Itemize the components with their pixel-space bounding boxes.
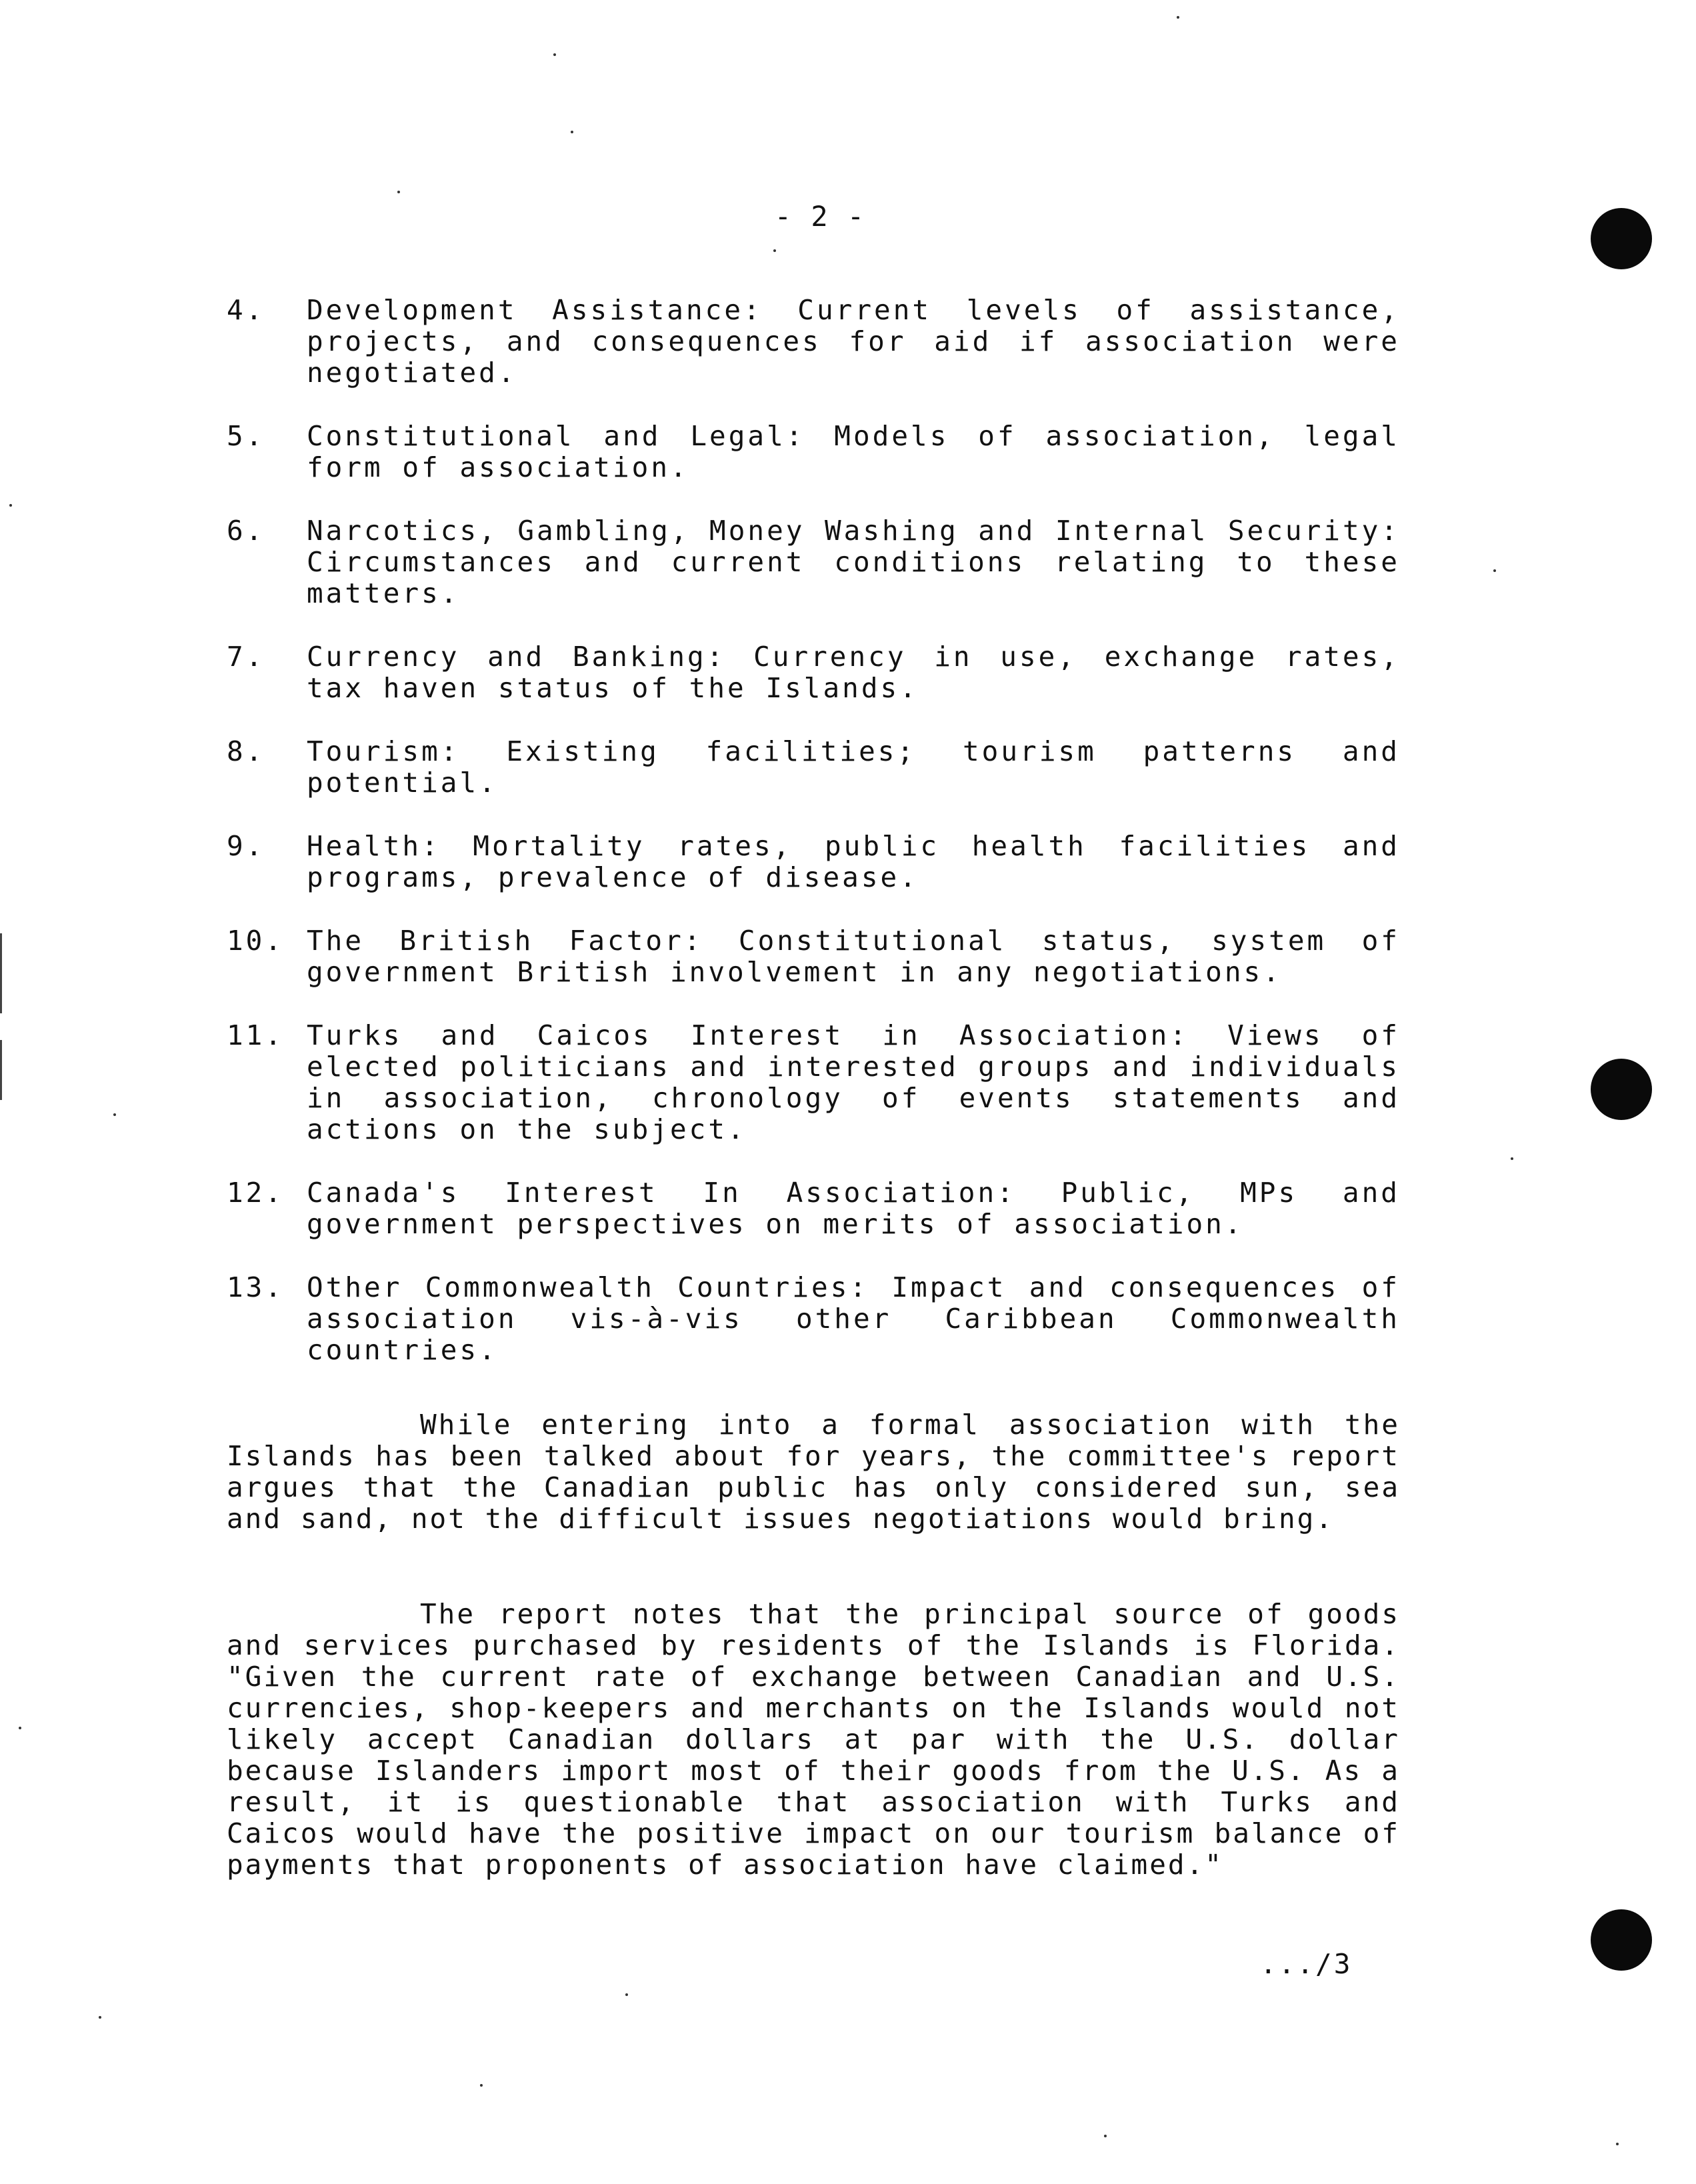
item-text: Constitutional and Legal: Models of association, legal form of association. <box>307 420 1400 483</box>
edge-mark <box>0 1040 2 1100</box>
speck <box>1177 16 1179 19</box>
body-paragraph-1: While entering into a formal association with the Islands has been talked about for years, the committee's report argues that the Canadian public has only considered sun, sea and sand, not the difficult issues negotiations would bring. <box>227 1409 1400 1535</box>
speck <box>553 53 556 56</box>
continuation-marker: .../3 <box>1260 1948 1353 1980</box>
list-item <box>227 736 1400 799</box>
list-item <box>227 641 1400 704</box>
page-number: - 2 - <box>774 200 866 233</box>
list-item <box>227 295 1400 389</box>
item-text: Development Assistance: Current levels of assistance, projects, and consequences for aid if association were negotiated. <box>307 294 1400 389</box>
item-text: Health: Mortality rates, public health facilities and programs, prevalence of disease. <box>307 830 1400 893</box>
speck <box>1493 569 1496 572</box>
item-number: 5. <box>227 420 265 452</box>
item-number: 13. <box>227 1271 285 1303</box>
speck <box>99 2016 101 2019</box>
item-text: Canada's Interest In Association: Public, MPs and government perspectives on merits of association. <box>307 1177 1400 1240</box>
speck <box>625 1993 628 1996</box>
item-number: 7. <box>227 641 265 673</box>
punch-hole-top <box>1591 208 1652 269</box>
item-text: Currency and Banking: Currency in use, exchange rates, tax haven status of the Islands. <box>307 641 1400 704</box>
item-number: 12. <box>227 1177 285 1209</box>
speck <box>1104 2135 1107 2137</box>
item-text: Tourism: Existing facilities; tourism patterns and potential. <box>307 735 1400 799</box>
speck <box>19 1727 21 1729</box>
list-item <box>227 925 1400 988</box>
list-item <box>227 1177 1400 1240</box>
item-number: 11. <box>227 1019 285 1051</box>
punch-hole-bottom <box>1591 1909 1652 1971</box>
item-number: 6. <box>227 515 265 547</box>
item-text: The British Factor: Constitutional status, system of government British involvement in any negotiations. <box>307 925 1400 988</box>
speck <box>1511 1157 1513 1160</box>
edge-mark <box>0 933 2 1013</box>
item-text: Turks and Caicos Interest in Association: Views of elected politicians and interested groups and individuals in association, chronology of events statements and actions on the subject. <box>307 1019 1400 1145</box>
speck <box>397 191 400 193</box>
list-item <box>227 1272 1400 1366</box>
speck <box>773 249 776 252</box>
speck <box>113 1113 116 1116</box>
topic-list <box>227 295 1400 1398</box>
list-item <box>227 1020 1400 1145</box>
speck <box>480 2084 483 2087</box>
body-paragraph-2: The report notes that the principal source of goods and services purchased by residents of the Islands is Florida. "Given the current rate of exchange between Canadian and U.S. currencies, shop-keepers and merchants on the Islands would not likely accept Canadian dollars at par with the U.S. dollar because Islanders import most of their goods from the U.S. As a result, it is questionable that association with Turks and Caicos would have the positive impact on our tourism balance of payments that proponents of association have claimed." <box>227 1598 1400 1881</box>
speck <box>571 131 573 133</box>
list-item <box>227 515 1400 609</box>
speck <box>1616 2143 1619 2145</box>
item-text: Other Commonwealth Countries: Impact and consequences of association vis-à-vis other Caribbean Commonwealth countries. <box>307 1271 1400 1366</box>
item-number: 8. <box>227 735 265 767</box>
item-number: 9. <box>227 830 265 862</box>
punch-hole-middle <box>1591 1059 1652 1120</box>
list-item <box>227 421 1400 483</box>
item-text: Narcotics, Gambling, Money Washing and Internal Security: Circumstances and current conditions relating to these matters. <box>307 515 1400 609</box>
item-number: 10. <box>227 925 285 957</box>
speck <box>9 504 12 507</box>
list-item <box>227 831 1400 893</box>
item-number: 4. <box>227 294 265 326</box>
